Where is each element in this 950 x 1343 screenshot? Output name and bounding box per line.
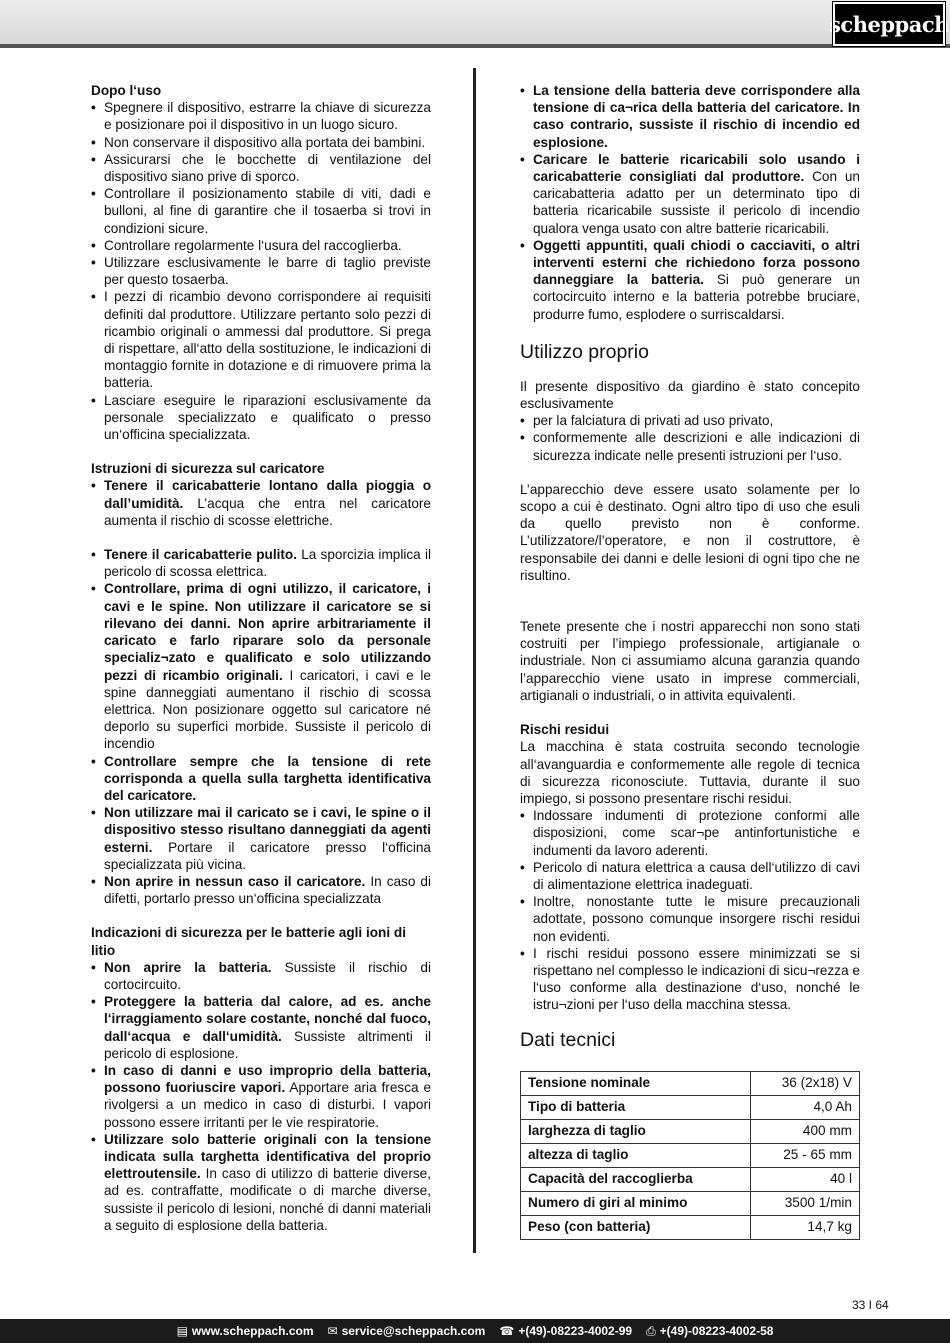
table-row xyxy=(521,1167,860,1191)
battery-safety-list-continued xyxy=(520,82,860,323)
list-item: • Non utilizzare mai il caricato se i cavi, le spine o il dispositivo stesso risultano danneggiati da agenti esterni. Portare il caricatore presso l‘officina specializzata più vicina. xyxy=(91,804,431,873)
charger-safety-list xyxy=(91,477,431,907)
spec-label: Capacità del raccoglierba xyxy=(521,1167,751,1191)
after-use-list xyxy=(91,99,431,443)
list-item: • Oggetti appuntiti, quali chiodi o cacciaviti, o altri interventi esterni che richiedono forza possono danneggiare la batteria. Si può generare un cortocircuito interno e la batteria potrebbe bruciare, produrre fumo, esplodere o surriscaldarsi. xyxy=(520,237,860,323)
footer-phone[interactable]: ☎ +(49)-08223-4002-99 xyxy=(499,1324,633,1338)
intended-use-paragraph-2: Tenete presente che i nostri apparecchi non sono stati costruiti per l’impiego professionale, artigianale o industriale. Non ci assumiamo alcuna garanzia quando l’apparecchio viene usato in imprese commerciali, artigianali o industriali, o in attivita equivalenti. xyxy=(520,619,860,703)
list-item: • Controllare sempre che la tensione di rete corrisponda a quella sulla targhetta identificativa del caricatore. xyxy=(91,753,431,805)
spec-label: Tipo di batteria xyxy=(521,1095,751,1119)
list-item: • Proteggere la batteria dal calore, ad es. anche l‘irraggiamento solare costante, nonché dal fuoco, dall‘acqua e dall‘umidità. Sussiste altrimenti il pericolo di esplosione. xyxy=(91,993,431,1062)
left-column xyxy=(91,82,431,1234)
list-item: • Non conservare il dispositivo alla portata dei bambini. xyxy=(91,134,431,151)
section-title-residual-risks: Rischi residui xyxy=(520,722,610,738)
list-item: • Caricare le batterie ricaricabili solo usando i caricabatterie consigliati dal produttore. Con un caricabatteria adatto per un determinato tipo di batteria ricaricabile sussiste il pericolo di incendio qualora venga usato con altre batterie ricaricabili. xyxy=(520,151,860,237)
section-title-battery: Indicazioni di sicurezza per le batterie agli ioni di litio xyxy=(91,925,406,958)
phone-icon: ☎ xyxy=(499,1324,515,1338)
list-item: • Controllare, prima di ogni utilizzo, il caricatore, i cavi e le spine. Non utilizzare il caricatore se si rilevano dei danni. Non aprire arbitrariamente il caricato e farlo riparare solo da personale specializ¬zato e qualificato e solo utilizzando pezzi di ricambio originali. I caricatori, i cavi e le spine danneggiati aumentano il rischio di scossa elettrica. Non posizionare oggetto sul caricatore né deporlo su superfici morbide. Sussiste il pericolo di incendio xyxy=(91,580,431,752)
spec-label: larghezza di taglio xyxy=(521,1119,751,1143)
spec-value: 36 (2x18) V xyxy=(750,1071,859,1095)
table-row xyxy=(521,1215,860,1239)
table-row xyxy=(521,1071,860,1095)
intended-use-list xyxy=(520,412,860,464)
list-item: • Controllare il posizionamento stabile di viti, dadi e bulloni, al fine di garantire che il tosaerba si trovi in condizioni sicure. xyxy=(91,185,431,237)
spec-value: 3500 1/min xyxy=(750,1191,859,1215)
list-item: • Non aprire in nessun caso il caricatore. In caso di difetti, portarlo presso un‘officina specializzata xyxy=(91,873,431,907)
list-item: • Spegnere il dispositivo, estrarre la chiave di sicurezza e posizionare poi il dispositivo in un luogo sicuro. xyxy=(91,99,431,133)
intended-use-intro: Il presente dispositivo da giardino è stato concepito esclusivamente xyxy=(520,378,860,412)
spec-value: 14,7 kg xyxy=(750,1215,859,1239)
list-item: • La tensione della batteria deve corrispondere alla tensione di ca¬rica della batteria del caricatore. In caso contrario, sussiste il rischio di incendio ed esplosione. xyxy=(520,82,860,151)
technical-data-table xyxy=(520,1071,860,1240)
list-item: • per la falciatura di privati ad uso privato, xyxy=(520,412,860,429)
list-item: • Controllare regolarmente l‘usura del raccoglierba. xyxy=(91,237,431,254)
list-item: • Tenere il caricabatterie pulito. La sporcizia implica il pericolo di scossa elettrica. xyxy=(91,546,431,580)
spec-value: 400 mm xyxy=(750,1119,859,1143)
list-item: • Assicurarsi che le bocchette di ventilazione del dispositivo siano prive di sporco. xyxy=(91,151,431,185)
page-number: 33 I 64 xyxy=(852,1298,889,1312)
column-divider xyxy=(473,68,476,1253)
list-item: • Lasciare eseguire le riparazioni esclusivamente da personale specializzato e qualificato o presso un‘officina specializzata. xyxy=(91,392,431,444)
right-column xyxy=(520,82,860,1240)
list-item: • I pezzi di ricambio devono corrispondere ai requisiti definiti dal produttore. Utilizzare pertanto solo pezzi di ricambio originali o ammessi dal produttore. Si prega di rispettare, all‘atto della sostituzione, le indicazioni di montaggio fornite in dotazione e di rimuovere prima la batteria. xyxy=(91,288,431,391)
table-row xyxy=(521,1143,860,1167)
spec-value: 4,0 Ah xyxy=(750,1095,859,1119)
heading-intended-use: Utilizzo proprio xyxy=(520,340,649,363)
section-title-after-use: Dopo l‘uso xyxy=(91,83,162,98)
table-row xyxy=(521,1119,860,1143)
list-item: • Utilizzare esclusivamente le barre di taglio previste per questo tosaerba. xyxy=(91,254,431,288)
list-item: • In caso di danni e uso improprio della batteria, possono fuoriuscire vapori. Apportare aria fresca e rivolgersi a un medico in caso di disturbi. I vapori possono essere irritanti per le vie respiratorie. xyxy=(91,1062,431,1131)
footer-fax[interactable]: ⎙ +(49)-08223-4002-58 xyxy=(646,1323,774,1338)
mail-icon: ✉ xyxy=(327,1324,338,1338)
list-item: • Inoltre, nonostante tutte le misure precauzionali adottate, possono comunque insorgere rischi residui non evidenti. xyxy=(520,893,860,945)
battery-safety-list xyxy=(91,959,431,1234)
monitor-icon: ▤ xyxy=(176,1324,188,1338)
brand-logo: scheppach xyxy=(833,2,945,46)
residual-risks-intro: La macchina è stata costruita secondo tecnologie all‘avanguardia e conformemente alle regole di tecnica di sicurezza riconosciute. Tuttavia, durante il suo impiego, si possono presentare rischi residui. xyxy=(520,739,860,806)
list-item: • Indossare indumenti di protezione conformi alle disposizioni, come scar¬pe antinfortunistiche e indumenti da lavoro aderenti. xyxy=(520,807,860,859)
spec-value: 40 l xyxy=(750,1167,859,1191)
spec-label: Numero di giri al minimo xyxy=(521,1191,751,1215)
table-row xyxy=(521,1095,860,1119)
fax-icon: ⎙ xyxy=(646,1323,656,1338)
list-item: • Utilizzare solo batterie originali con la tensione indicata sulla targhetta identificativa del proprio elettroutensile. In caso di utilizzo di batterie diverse, ad es. contraffatte, modificate o di marche diverse, sussiste il pericolo di lesioni, nonché di danni materiali a seguito di esplosione della batteria. xyxy=(91,1131,431,1234)
spec-label: Tensione nominale xyxy=(521,1071,751,1095)
footer-email[interactable]: ✉ service@scheppach.com xyxy=(327,1324,486,1338)
section-title-charger: Istruzioni di sicurezza sul caricatore xyxy=(91,461,325,477)
spec-value: 25 - 65 mm xyxy=(750,1143,859,1167)
list-item: • Non aprire la batteria. Sussiste il rischio di cortocircuito. xyxy=(91,959,431,993)
list-item: • conformemente alle descrizioni e alle indicazioni di sicurezza indicate nelle presenti istruzioni per l‘uso. xyxy=(520,429,860,463)
spec-label: Peso (con batteria) xyxy=(521,1215,751,1239)
header-bar xyxy=(0,0,950,48)
table-row xyxy=(521,1191,860,1215)
residual-risks-list xyxy=(520,807,860,1013)
footer-website[interactable]: ▤ www.scheppach.com xyxy=(176,1324,314,1338)
list-item: • Pericolo di natura elettrica a causa dell‘utilizzo di cavi di alimentazione elettrica inadeguati. xyxy=(520,859,860,893)
heading-technical-data: Dati tecnici xyxy=(520,1028,616,1051)
intended-use-paragraph-1: L’apparecchio deve essere usato solamente per lo scopo a cui è destinato. Ogni altro tipo di uso che esuli da quello previsto non è conforme. L’utilizzatore/l’operatore, e non il costruttore, è responsabile dei danni e delle lesioni di ogni tipo che ne risultino. xyxy=(520,481,860,583)
list-item: • I rischi residui possono essere minimizzati se si rispettano nel complesso le indicazioni di sicu¬rezza e l‘uso conforme alla destinazione d‘uso, nonché le istru¬zioni per l‘uso della macchina stessa. xyxy=(520,945,860,1014)
spec-label: altezza di taglio xyxy=(521,1143,751,1167)
list-item: • Tenere il caricabatterie lontano dalla pioggia o dall’umidità. L’acqua che entra nel caricatore aumenta il rischio di scosse elettriche. xyxy=(91,477,431,529)
footer-bar xyxy=(0,1319,950,1343)
